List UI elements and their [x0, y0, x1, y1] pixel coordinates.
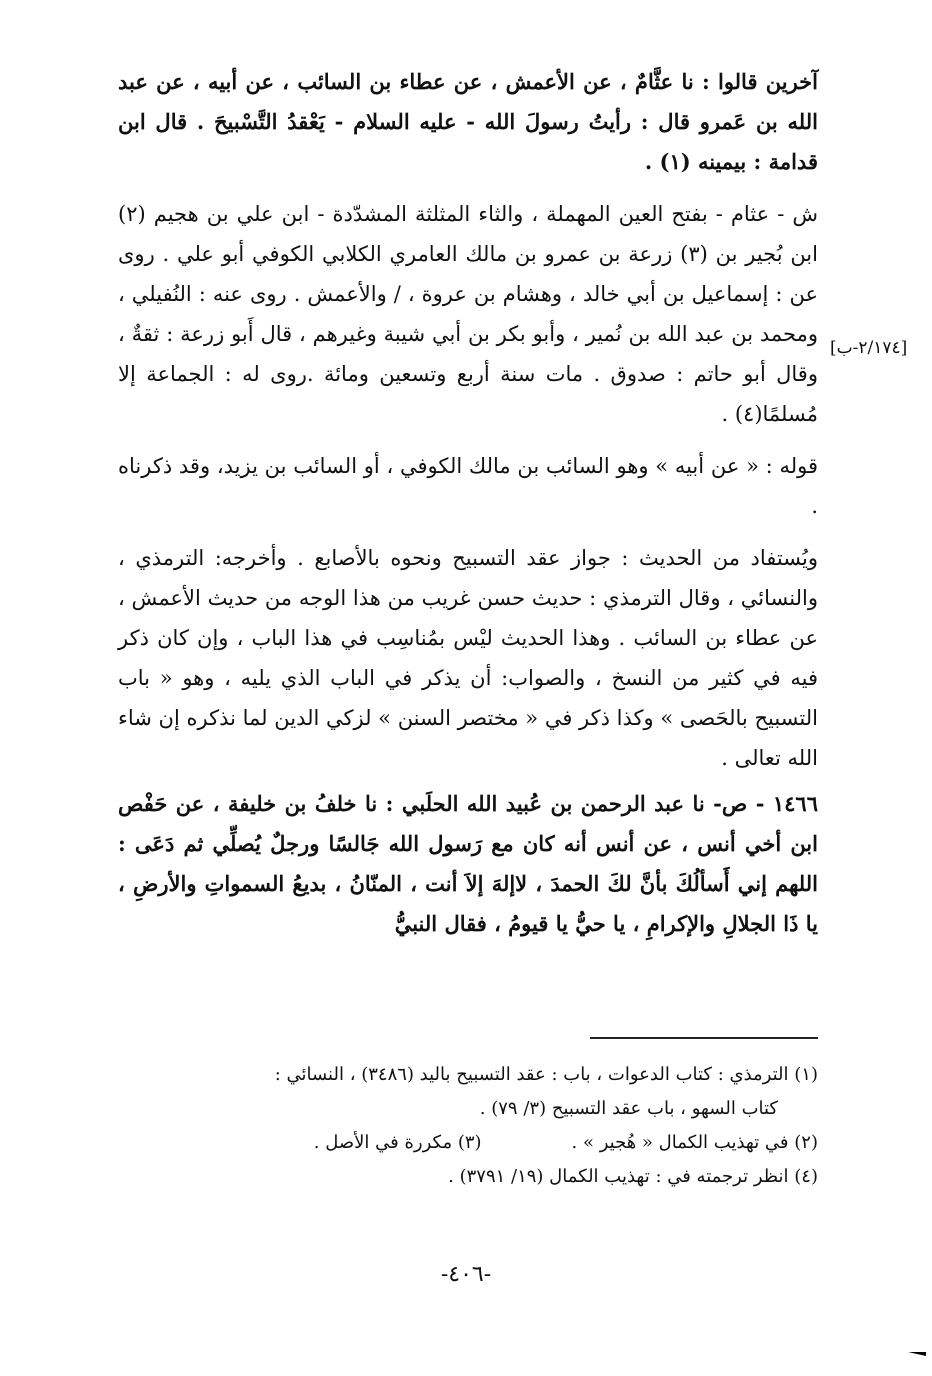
margin-folio-note: [٢/١٧٤-ب] [830, 338, 908, 358]
commentary-father-paragraph: قوله : « عن أبيه » وهو السائب بن مالك الكوفي ، أو السائب بن يزيد، وقد ذكرناه . [118, 454, 818, 518]
footnote-divider [590, 1037, 818, 1039]
footnote-1-line-1: (١) الترمذي : كتاب الدعوات ، باب : عقد التسبيح باليد (٣٤٨٦) ، النسائي : [274, 1064, 818, 1085]
footnote-4: (٤) انظر ترجمته في : تهذيب الكمال (١٩/ ٣٧٩١) . [448, 1166, 818, 1187]
scan-corner-mark [908, 1352, 926, 1356]
hadith-text-paragraph: آخرين قالوا : نا عثَّامٌ ، عن الأعمش ، عن عطاء بن السائب ، عن أبيه ، عن عبد الله بن عَمرو قال : رأيتُ رسولَ الله - عليه السلام - يَعْقدُ التَّسْبيحَ . قال ابن قدامة : بيمينه (١) . [118, 69, 818, 174]
page-number: -٤٠٦- [440, 1262, 492, 1287]
commentary-narrator-paragraph: ش - عثام - بفتح العين المهملة ، والثاء المثلثة المشدّدة - ابن علي بن هجيم (٢) ابن بُجير بن (٣) زرعة بن عمرو بن مالك العامري الكلابي الكوفي أبو علي . روى عن : إسماعيل بن أبي خالد ، وهشام بن عروة ، / والأعمش . روى عنه : النُفيلي ، ومحمد بن عبد الله بن نُمير ، وأبو بكر بن أبي شيبة وغيرهم ، قال أَبو زرعة : ثقةٌ ، وقال أبو حاتم : صدوق . مات سنة أربع وتسعين ومائة .روى له : الجماعة إلا مُسلمًا(٤) . [118, 202, 819, 426]
page-body [118, 62, 818, 944]
footnote-3: (٣) مكررة في الأصل . [313, 1132, 482, 1153]
footnote-row-2-3 [118, 1126, 818, 1160]
footnote-2: (٢) في تهذيب الكمال « هُجير » . [571, 1132, 818, 1153]
footnote-1-line-2: كتاب السهو ، باب عقد التسبيح (٣/ ٧٩) . [479, 1098, 778, 1119]
footnotes [118, 1058, 818, 1194]
commentary-benefit-paragraph: ويُستفاد من الحديث : جواز عقد التسبيح ونحوه بالأصابع . وأخرجه: الترمذي ، والنسائي ، وقال الترمذي : حديث حسن غريب من هذا الوجه من حديث الأعمش ، عن عطاء بن السائب . وهذا الحديث ليْس بمُناسِب في هذا الباب ، وإن كان ذكر فيه في كثير من النسخ ، والصواب: أن يذكر في الباب الذي يليه ، وهو « باب التسبيح بالحَصى » وكذا ذكر في « مختصر السنن » لزكي الدين لما نذكره إن شاء الله تعالى . [118, 546, 818, 770]
hadith-1466-paragraph: ١٤٦٦ - ص- نا عبد الرحمن بن عُبيد الله الحلَبي : نا خلفُ بن خليفة ، عن حَفْص ابن أخي أنس ، عن أنس أنه كان مع رَسول الله جَالسًا ورجلٌ يُصلِّي ثم دَعَى : اللهم إني أَسألُكَ بأنَّ لكَ الحمدَ ، لاإلهَ إلاَ أنت ، المنّانُ ، بديعُ السمواتِ والأرضِ ، يا ذَا الجلالِ والإكرامِ ، يا حيُّ يا قيومُ ، فقال النبيُّ [118, 791, 818, 936]
